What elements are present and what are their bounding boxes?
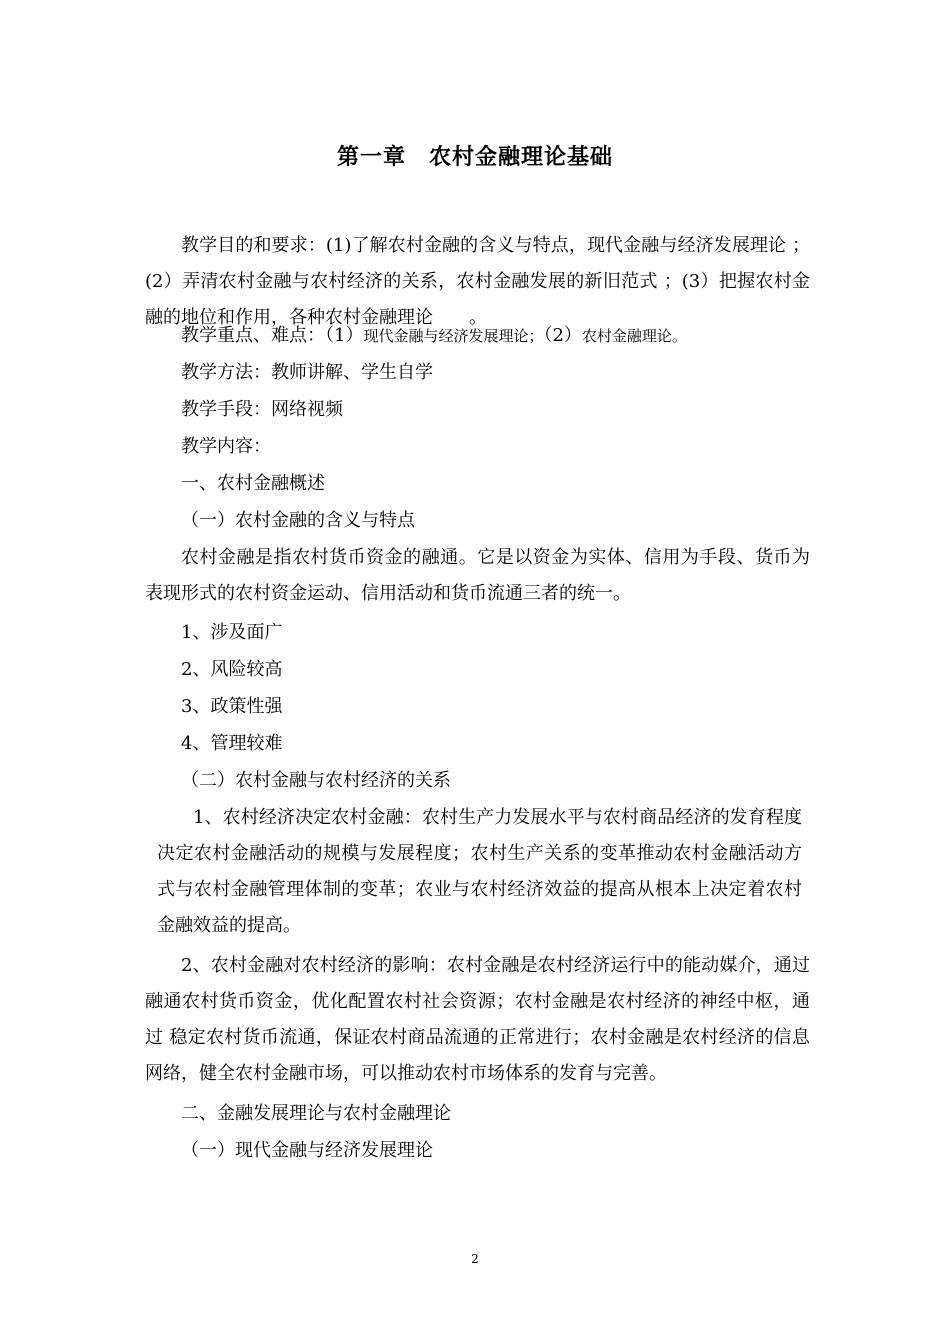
section-heading-2: 二、金融发展理论与农村金融理论	[181, 1103, 451, 1124]
page-number: 2	[471, 1252, 479, 1266]
section-heading-1: 一、农村金融概述	[181, 473, 325, 494]
relation-paragraph-1: 1、农村经济决定农村金融：农村生产力发展水平与农村商品经济的发育程度决定农村金融活动的规模与发展程度；农村生产关系的变革推动农村金融活动方式与农村金融管理体制的变革；农业与农村经济效益的提高从根本上决定着农村金融效益的提高。	[157, 807, 802, 936]
teaching-objectives: 教学目的和要求：(1)了解农村金融的含义与特点，现代金融与经济发展理论 ；(2）弄清农村金融与农村经济的关系，农村金融发展的新旧范式 ；(3）把握农村金融的地位和作用，各种农村金融理论 。	[145, 235, 810, 328]
key-point-1-num: （1）	[325, 325, 364, 346]
teaching-means: 教学手段：网络视频	[181, 399, 343, 420]
chapter-title: 第一章 农村金融理论基础	[336, 144, 613, 170]
key-points-label: 教学重点、难点：	[181, 325, 325, 346]
teaching-method: 教学方法：教师讲解、学生自学	[181, 362, 433, 383]
subsection-heading-2-1: （一）现代金融与经济发展理论	[181, 1140, 433, 1161]
feature-item: 1、涉及面广	[181, 622, 283, 643]
definition-paragraph: 农村金融是指农村货币资金的融通。它是以资金为实体、信用为手段、货币为表现形式的农村资金运动、信用活动和货币流通三者的统一。	[145, 547, 810, 604]
key-point-1-text: 现代金融与经济发展理论；	[363, 327, 544, 345]
subsection-heading-1-1: （一）农村金融的含义与特点	[181, 510, 415, 531]
key-points	[181, 318, 687, 354]
key-point-2-text: 农村金融理论。	[581, 327, 687, 345]
feature-item: 2、风险较高	[181, 659, 283, 680]
relation-paragraph-2: 2、农村金融对农村经济的影响：农村金融是农村经济运行中的能动媒介，通过融通农村货币资金，优化配置农村社会资源；农村金融是农村经济的神经中枢，通过 稳定农村货币流通，保证农村商品流通的正常进行；农村金融是农村经济的信息网络，健全农村金融市场，可以推动农村市场体系的发育与完善。	[145, 955, 810, 1084]
key-point-2-num: （2）	[543, 325, 582, 346]
feature-item: 3、政策性强	[181, 696, 283, 717]
teaching-content-label: 教学内容：	[181, 436, 271, 457]
subsection-heading-1-2: （二）农村金融与农村经济的关系	[181, 770, 451, 791]
feature-item: 4、管理较难	[181, 733, 283, 754]
